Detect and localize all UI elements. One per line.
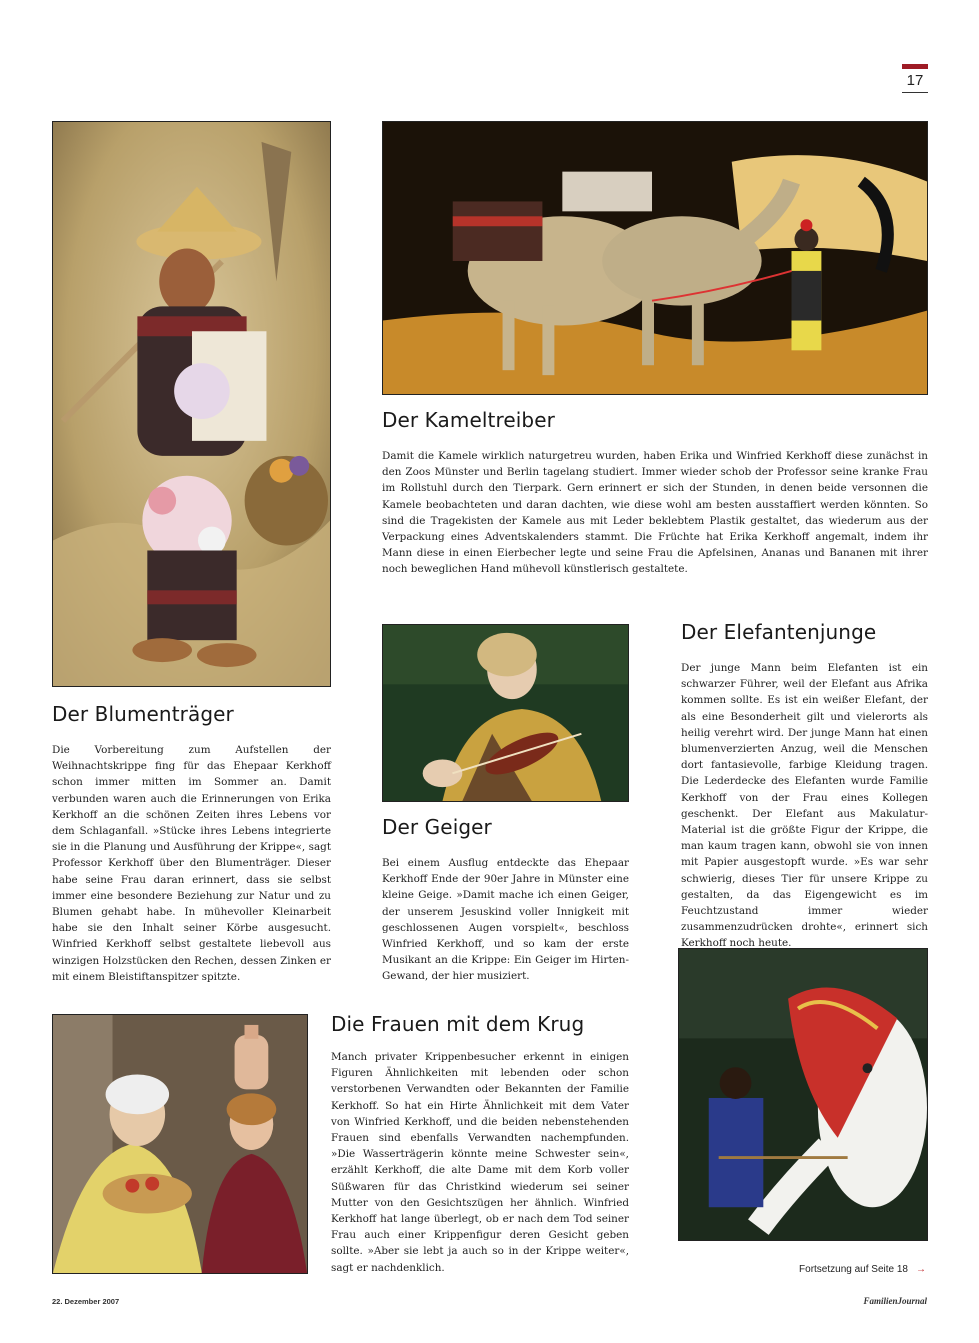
photo-kameltreiber [382,121,928,395]
body-frauen: Manch privater Krippenbesucher erkennt in einigen Figuren Ähnlichkeiten mit lebenden oder schon verstorbenen Verwandten oder Bekannten der Familie Kerkhoff. So hat ein Hirte Ähnlichkeit mit dem Vater von Winfried Kerkhoff, und die beiden nebenstehenden Frauen sind ebenfalls Verwandten nachempfunden. »Die Wasserträgerin könnte meine Schwester sein«, erzählt Kerkhoff, die alte Dame mit dem Korb voller Süßwaren für das Christkind wiederum sei seiner Mutter von den Gesichtszügen her ähnlich. Winfried Kerkhoff hat lange überlegt, ob er nach dem Tod seiner Frau auch einer Krippenfigur deren Gesicht geben sollte. »Aber sie lebt ja auch so in der Krippe weiter«, sagt er nachdenklich. [331,1051,629,1274]
photo-frauen [52,1014,308,1274]
arrow-right-icon: → [916,1264,926,1275]
body-elefantenjunge: Der junge Mann beim Elefanten ist ein schwarzer Führer, weil der Elefant aus Afrika kommen sollte. Es ist ein weißer Elefant, der als eine Besonderheit gilt und vielerorts als heilig verehrt wird. Der junge Mann hat einen blumenverzierten Anzug, weil die Menschen dort fantasievolle, farbige Kleidung tragen. Die Lederdecke des Elefanten wurde Familie Kerkhoff von der Frau eines Kollegen geschenkt. Der Elefant aus Makulatur-Material ist die größte Figur der Krippe, die man kaum tragen kann, obwohl sie von innen mit Papier ausgestopft wurde. »Es war sehr schwierig, dieses Tier für unsere Krippe zu gestalten, da das Eigengewicht es im Feuchtzustand immer wieder zusammenzudrücken drohte«, erinnert sich Kerkhoff noch heute. [681,662,928,950]
page-number-rule [902,92,928,93]
photo-blumentraeger [52,121,331,687]
body-geiger: Bei einem Ausflug entdeckte das Ehepaar Kerkhoff Ende der 90er Jahre in Münster eine kleine Geige. »Damit mache ich einen Geiger, der unserem Jesuskind voller Innigkeit mit geschlossenen Augen vorspielt«, beschloss Winfried Kerkhoff, und so kam der erste Musikant an die Krippe: Ein Geiger im Hirten-Gewand, der hier musiziert. [382,857,629,983]
page-number-bar [902,64,928,69]
continuation-link[interactable] [756,1264,926,1275]
page-number: 17 [906,72,924,89]
heading-blumentraeger: Der Blumenträger [52,702,234,726]
heading-geiger: Der Geiger [382,815,492,839]
continuation-text: Fortsetzung auf Seite 18 [799,1264,908,1275]
heading-elefantenjunge: Der Elefantenjunge [681,620,877,644]
footer-date: 22. Dezember 2007 [52,1297,120,1306]
footer-magazine: FamilienJournal [863,1296,927,1306]
photo-geiger [382,624,629,802]
heading-frauen: Die Frauen mit dem Krug [331,1012,585,1036]
body-kameltreiber: Damit die Kamele wirklich naturgetreu wurden, haben Erika und Winfried Kerkhoff diese zunächst in den Zoos Münster und Berlin tagelang studiert. Immer wieder schob der Professor seine kranke Frau im Rollstuhl durch den Tierpark. Gern erinnert er sich der Stunden, in denen beide versonnen die Kamele beobachteten und daran dachten, wie diese wohl am besten ausstaffiert werden könnten. So sind die Tragekisten der Kamele aus mit Leder beklebtem Plastik gestaltet, das wiederum aus der Verpackung eines Adventskalenders stammt. Die Früchte hat Erika Kerkhoff angemalt, indem ihr Mann diese in einen Eierbecher legte und seine Frau die Apfelsinen, Ananas und Bananen mit ihrer noch beweglichen Hand mühevoll künstlerisch gestaltete. [382,450,928,576]
body-blumentraeger: Die Vorbereitung zum Aufstellen der Weihnachtskrippe fing für das Ehepaar Kerkhoff schon immer mitten im Sommer an. Damit verbunden waren auch die Erinnerungen von Erika Kerkhoff an die schönen Zeiten ihres Lebens vor dem Schlaganfall. »Stücke ihres Lebens integrierte sie in die Planung und Ausführung der Krippe«, sagt Professor Kerkhoff über den Blumenträger. Dieser habe seine Frau daran erinnert, dass sie selbst immer eine besondere Beziehung zur Natur und zu Blumen gehabt habe. In mühevoller Kleinarbeit habe sie den Inhalt seiner Körbe ausgesucht. Winfried Kerkhoff selbst gestaltete liebevoll aus winzigen Holzstücken den Rechen, dessen Zinken er mit einem Bleistiftanspitzer spitzte. [52,744,331,983]
heading-kameltreiber: Der Kameltreiber [382,408,555,432]
photo-elefantenjunge [678,948,928,1241]
